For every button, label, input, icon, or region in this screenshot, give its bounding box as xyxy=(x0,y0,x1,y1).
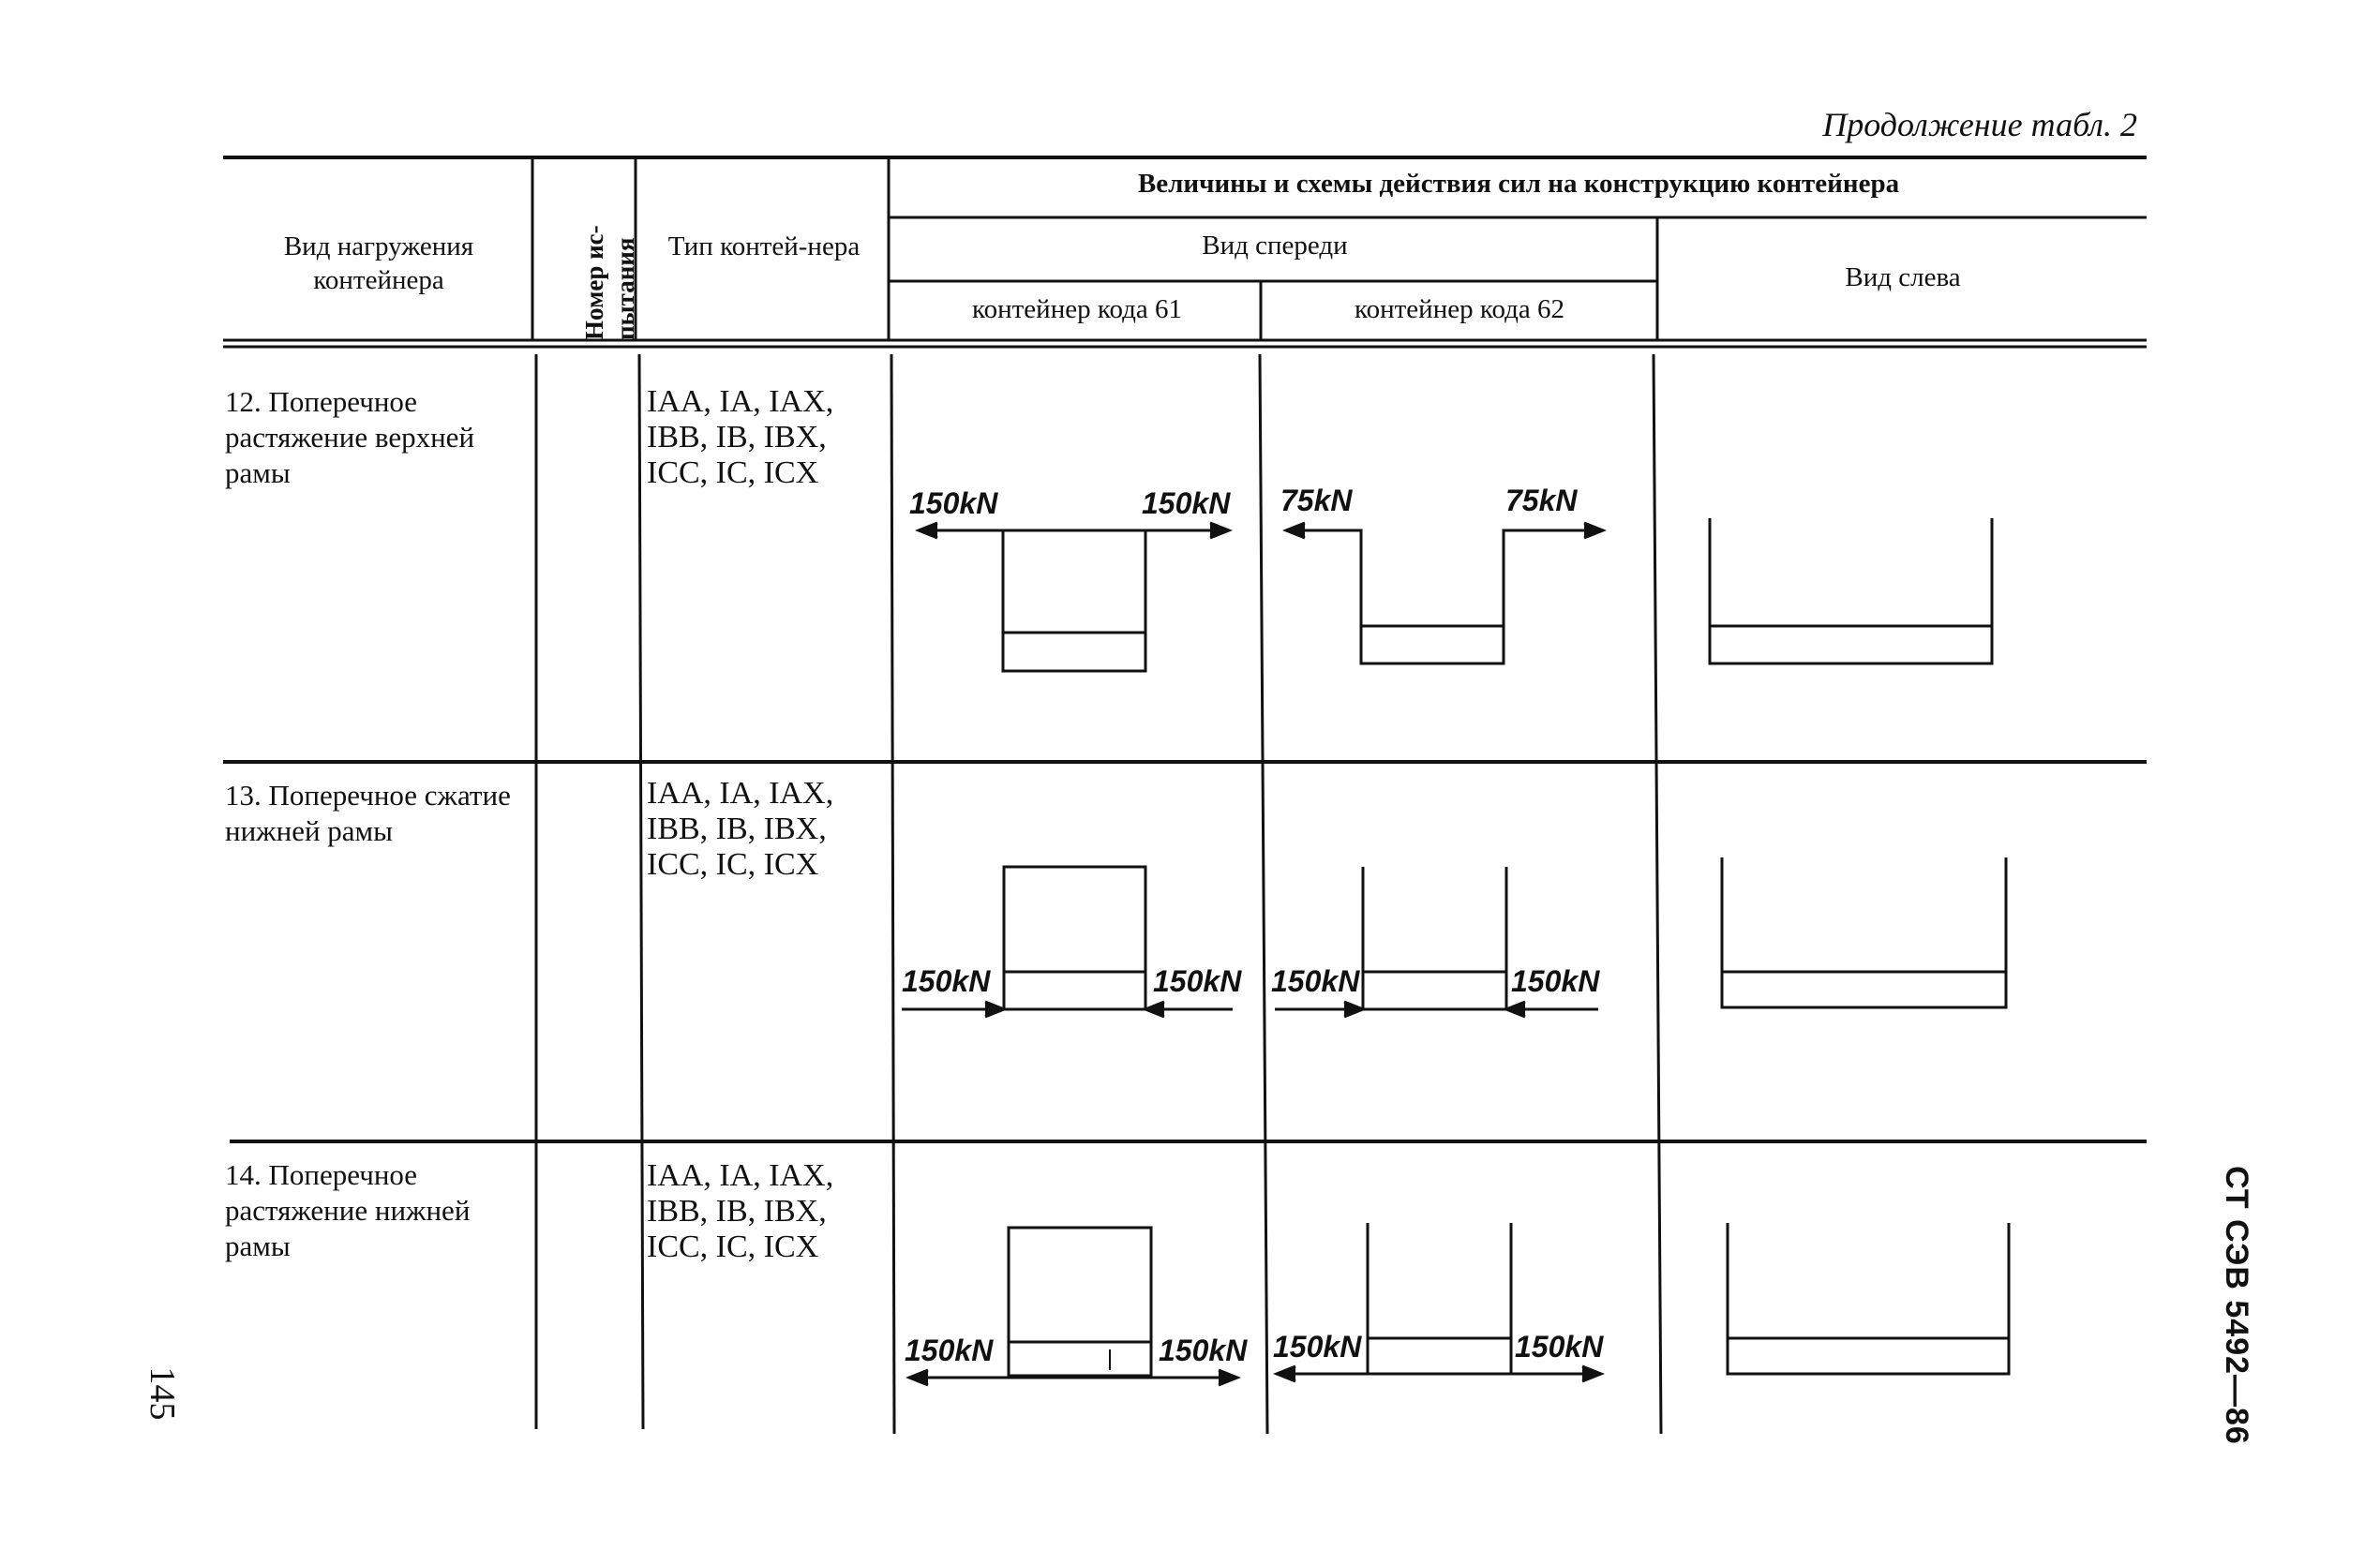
continuation-label: Продолжение табл. 2 xyxy=(1822,106,2137,143)
force-label: 150kN xyxy=(1159,1334,1248,1367)
force-label: 150kN xyxy=(1515,1330,1604,1364)
force-label: 150kN xyxy=(1273,1330,1362,1364)
row-types: IAA, IA, IAX, IBB, IB, IBX, ICC, IC, ICX xyxy=(647,384,834,490)
header-test-number-text: Номер ис-пытания xyxy=(580,225,639,340)
force-label: 150kN xyxy=(1271,964,1360,998)
force-label: 150kN xyxy=(909,486,998,520)
force-label: 150kN xyxy=(1142,486,1231,520)
standard-code: СТ СЭВ 5492—86 xyxy=(2219,1166,2254,1445)
header-forces: Величины и схемы действия сил на конструкцию контейнера xyxy=(1137,169,1900,199)
page-number: 145 xyxy=(142,1366,182,1421)
force-label: 150kN xyxy=(902,964,991,998)
header-code62: контейнер кода 62 xyxy=(1355,294,1564,324)
row-title: 14. Поперечное растяжение нижней рамы xyxy=(225,1158,471,1262)
diagram-row13 xyxy=(902,857,2006,1017)
header-code61: контейнер кода 61 xyxy=(972,294,1182,324)
force-label: 75kN xyxy=(1505,484,1578,517)
row-title: 12. Поперечное растяжение верхней рамы xyxy=(225,385,475,489)
force-label: 75kN xyxy=(1280,484,1353,517)
force-label: 150kN xyxy=(1511,964,1600,998)
row-types: IAA, IA, IAX, IBB, IB, IBX, ICC, IC, ICX xyxy=(647,1158,834,1264)
row-title: 13. Поперечное сжатие нижней рамы xyxy=(225,779,511,847)
force-label: 150kN xyxy=(905,1334,994,1367)
force-label: 150kN xyxy=(1153,964,1242,998)
diagram-row12 xyxy=(919,518,1992,671)
diagram-row14 xyxy=(909,1223,2009,1385)
row-types: IAA, IA, IAX, IBB, IB, IBX, ICC, IC, ICX xyxy=(647,776,834,882)
header-load-type: Вид нагружения контейнера xyxy=(283,231,474,295)
header-front-view: Вид спереди xyxy=(1202,231,1348,261)
header-side-view: Вид слева xyxy=(1845,262,1961,292)
header-container-type: Тип контей-нера xyxy=(667,231,861,261)
